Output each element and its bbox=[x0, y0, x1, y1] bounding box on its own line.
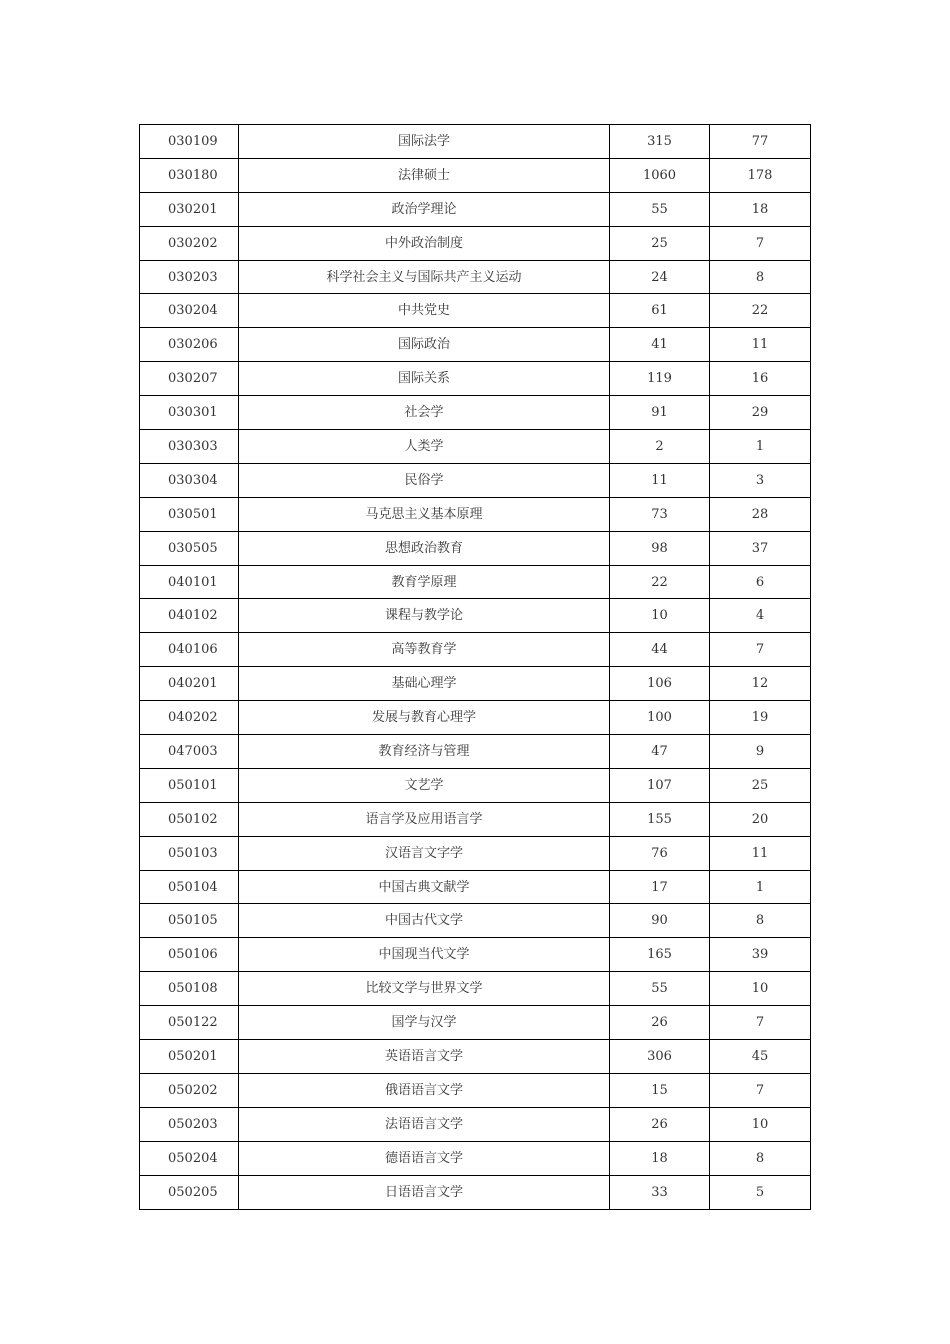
table-row bbox=[140, 633, 811, 667]
count-a-cell: 73 bbox=[610, 497, 710, 531]
code-cell: 030207 bbox=[140, 362, 239, 396]
code-cell: 030304 bbox=[140, 463, 239, 497]
table-row bbox=[140, 735, 811, 769]
code-cell: 030202 bbox=[140, 226, 239, 260]
count-a-cell: 55 bbox=[610, 192, 710, 226]
count-a-cell: 315 bbox=[610, 125, 710, 159]
count-b-cell: 5 bbox=[710, 1175, 811, 1209]
table-row bbox=[140, 904, 811, 938]
count-b-cell: 7 bbox=[710, 633, 811, 667]
count-a-cell: 47 bbox=[610, 735, 710, 769]
name-cell: 法律硕士 bbox=[239, 158, 610, 192]
count-a-cell: 26 bbox=[610, 1107, 710, 1141]
table-row bbox=[140, 125, 811, 159]
table-row bbox=[140, 870, 811, 904]
table-row bbox=[140, 768, 811, 802]
count-b-cell: 8 bbox=[710, 904, 811, 938]
code-cell: 030180 bbox=[140, 158, 239, 192]
code-cell: 040102 bbox=[140, 599, 239, 633]
name-cell: 高等教育学 bbox=[239, 633, 610, 667]
table-row bbox=[140, 701, 811, 735]
count-b-cell: 7 bbox=[710, 226, 811, 260]
name-cell: 中共党史 bbox=[239, 294, 610, 328]
name-cell: 教育学原理 bbox=[239, 565, 610, 599]
count-a-cell: 100 bbox=[610, 701, 710, 735]
table-row bbox=[140, 802, 811, 836]
name-cell: 政治学理论 bbox=[239, 192, 610, 226]
count-b-cell: 8 bbox=[710, 1141, 811, 1175]
count-b-cell: 19 bbox=[710, 701, 811, 735]
table-row bbox=[140, 294, 811, 328]
name-cell: 德语语言文学 bbox=[239, 1141, 610, 1175]
table-row bbox=[140, 938, 811, 972]
table-row bbox=[140, 1040, 811, 1074]
table-row bbox=[140, 1073, 811, 1107]
table-row bbox=[140, 1107, 811, 1141]
table-row bbox=[140, 158, 811, 192]
count-b-cell: 18 bbox=[710, 192, 811, 226]
name-cell: 人类学 bbox=[239, 430, 610, 464]
count-a-cell: 306 bbox=[610, 1040, 710, 1074]
count-b-cell: 11 bbox=[710, 836, 811, 870]
name-cell: 俄语语言文学 bbox=[239, 1073, 610, 1107]
name-cell: 国际关系 bbox=[239, 362, 610, 396]
table-row bbox=[140, 531, 811, 565]
name-cell: 社会学 bbox=[239, 396, 610, 430]
name-cell: 科学社会主义与国际共产主义运动 bbox=[239, 260, 610, 294]
name-cell: 课程与教学论 bbox=[239, 599, 610, 633]
code-cell: 030203 bbox=[140, 260, 239, 294]
name-cell: 国际政治 bbox=[239, 328, 610, 362]
code-cell: 050122 bbox=[140, 1006, 239, 1040]
code-cell: 030206 bbox=[140, 328, 239, 362]
count-b-cell: 4 bbox=[710, 599, 811, 633]
count-b-cell: 28 bbox=[710, 497, 811, 531]
table-row bbox=[140, 362, 811, 396]
name-cell: 中国现当代文学 bbox=[239, 938, 610, 972]
count-b-cell: 22 bbox=[710, 294, 811, 328]
name-cell: 马克思主义基本原理 bbox=[239, 497, 610, 531]
name-cell: 语言学及应用语言学 bbox=[239, 802, 610, 836]
code-cell: 050103 bbox=[140, 836, 239, 870]
name-cell: 英语语言文学 bbox=[239, 1040, 610, 1074]
table-row bbox=[140, 396, 811, 430]
code-cell: 030201 bbox=[140, 192, 239, 226]
code-cell: 050105 bbox=[140, 904, 239, 938]
count-a-cell: 119 bbox=[610, 362, 710, 396]
count-b-cell: 9 bbox=[710, 735, 811, 769]
count-a-cell: 24 bbox=[610, 260, 710, 294]
code-cell: 050205 bbox=[140, 1175, 239, 1209]
count-a-cell: 18 bbox=[610, 1141, 710, 1175]
count-a-cell: 155 bbox=[610, 802, 710, 836]
code-cell: 040106 bbox=[140, 633, 239, 667]
name-cell: 法语语言文学 bbox=[239, 1107, 610, 1141]
count-b-cell: 20 bbox=[710, 802, 811, 836]
count-b-cell: 39 bbox=[710, 938, 811, 972]
count-a-cell: 2 bbox=[610, 430, 710, 464]
table-row bbox=[140, 463, 811, 497]
count-b-cell: 10 bbox=[710, 1107, 811, 1141]
code-cell: 050106 bbox=[140, 938, 239, 972]
code-cell: 030303 bbox=[140, 430, 239, 464]
name-cell: 文艺学 bbox=[239, 768, 610, 802]
count-b-cell: 3 bbox=[710, 463, 811, 497]
table-row bbox=[140, 1006, 811, 1040]
code-cell: 050202 bbox=[140, 1073, 239, 1107]
code-cell: 040201 bbox=[140, 667, 239, 701]
table-body bbox=[140, 125, 811, 1210]
table-row bbox=[140, 226, 811, 260]
table-row bbox=[140, 260, 811, 294]
code-cell: 050204 bbox=[140, 1141, 239, 1175]
count-a-cell: 26 bbox=[610, 1006, 710, 1040]
count-b-cell: 8 bbox=[710, 260, 811, 294]
count-a-cell: 91 bbox=[610, 396, 710, 430]
count-b-cell: 77 bbox=[710, 125, 811, 159]
count-a-cell: 61 bbox=[610, 294, 710, 328]
count-a-cell: 165 bbox=[610, 938, 710, 972]
count-b-cell: 45 bbox=[710, 1040, 811, 1074]
count-b-cell: 12 bbox=[710, 667, 811, 701]
name-cell: 日语语言文学 bbox=[239, 1175, 610, 1209]
count-a-cell: 22 bbox=[610, 565, 710, 599]
count-b-cell: 16 bbox=[710, 362, 811, 396]
table-row bbox=[140, 1141, 811, 1175]
count-a-cell: 25 bbox=[610, 226, 710, 260]
count-b-cell: 11 bbox=[710, 328, 811, 362]
count-a-cell: 11 bbox=[610, 463, 710, 497]
table-row bbox=[140, 599, 811, 633]
code-cell: 050201 bbox=[140, 1040, 239, 1074]
count-b-cell: 1 bbox=[710, 870, 811, 904]
count-a-cell: 76 bbox=[610, 836, 710, 870]
code-cell: 040202 bbox=[140, 701, 239, 735]
name-cell: 国际法学 bbox=[239, 125, 610, 159]
code-cell: 030505 bbox=[140, 531, 239, 565]
name-cell: 中国古代文学 bbox=[239, 904, 610, 938]
code-cell: 030109 bbox=[140, 125, 239, 159]
code-cell: 030301 bbox=[140, 396, 239, 430]
name-cell: 教育经济与管理 bbox=[239, 735, 610, 769]
count-a-cell: 41 bbox=[610, 328, 710, 362]
count-a-cell: 33 bbox=[610, 1175, 710, 1209]
table-row bbox=[140, 1175, 811, 1209]
table-row bbox=[140, 836, 811, 870]
code-cell: 050102 bbox=[140, 802, 239, 836]
name-cell: 国学与汉学 bbox=[239, 1006, 610, 1040]
code-cell: 040101 bbox=[140, 565, 239, 599]
name-cell: 中外政治制度 bbox=[239, 226, 610, 260]
name-cell: 民俗学 bbox=[239, 463, 610, 497]
count-a-cell: 44 bbox=[610, 633, 710, 667]
count-b-cell: 1 bbox=[710, 430, 811, 464]
table-row bbox=[140, 328, 811, 362]
count-a-cell: 17 bbox=[610, 870, 710, 904]
count-b-cell: 37 bbox=[710, 531, 811, 565]
code-cell: 050104 bbox=[140, 870, 239, 904]
count-a-cell: 98 bbox=[610, 531, 710, 565]
count-a-cell: 90 bbox=[610, 904, 710, 938]
count-a-cell: 15 bbox=[610, 1073, 710, 1107]
name-cell: 中国古典文献学 bbox=[239, 870, 610, 904]
count-b-cell: 178 bbox=[710, 158, 811, 192]
count-b-cell: 25 bbox=[710, 768, 811, 802]
code-cell: 030204 bbox=[140, 294, 239, 328]
code-cell: 050108 bbox=[140, 972, 239, 1006]
table-row bbox=[140, 972, 811, 1006]
count-b-cell: 7 bbox=[710, 1006, 811, 1040]
count-a-cell: 106 bbox=[610, 667, 710, 701]
table-row bbox=[140, 497, 811, 531]
table-row bbox=[140, 430, 811, 464]
code-cell: 050101 bbox=[140, 768, 239, 802]
name-cell: 比较文学与世界文学 bbox=[239, 972, 610, 1006]
code-cell: 030501 bbox=[140, 497, 239, 531]
table-row bbox=[140, 667, 811, 701]
count-b-cell: 6 bbox=[710, 565, 811, 599]
data-table bbox=[139, 124, 811, 1210]
count-a-cell: 55 bbox=[610, 972, 710, 1006]
count-a-cell: 107 bbox=[610, 768, 710, 802]
code-cell: 047003 bbox=[140, 735, 239, 769]
name-cell: 发展与教育心理学 bbox=[239, 701, 610, 735]
count-b-cell: 7 bbox=[710, 1073, 811, 1107]
count-a-cell: 1060 bbox=[610, 158, 710, 192]
name-cell: 汉语言文字学 bbox=[239, 836, 610, 870]
count-b-cell: 10 bbox=[710, 972, 811, 1006]
code-cell: 050203 bbox=[140, 1107, 239, 1141]
table-row bbox=[140, 565, 811, 599]
count-b-cell: 29 bbox=[710, 396, 811, 430]
count-a-cell: 10 bbox=[610, 599, 710, 633]
name-cell: 思想政治教育 bbox=[239, 531, 610, 565]
table-row bbox=[140, 192, 811, 226]
name-cell: 基础心理学 bbox=[239, 667, 610, 701]
